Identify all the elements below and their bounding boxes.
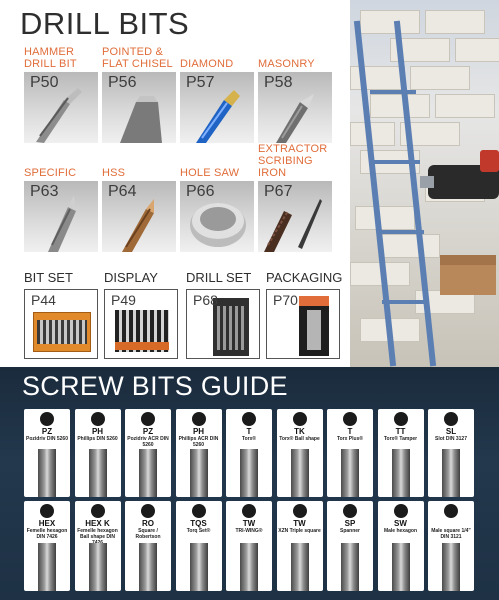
bit-profile-icon (444, 412, 458, 426)
bit-code: HEX K (85, 519, 110, 528)
bit-tip-image (442, 543, 460, 591)
set-bit-set[interactable] (24, 270, 98, 359)
set-page: P49 (111, 292, 136, 308)
screw-bit-card[interactable] (176, 501, 222, 591)
screw-bit-card[interactable] (428, 501, 474, 591)
bit-tip-image (38, 449, 56, 497)
category-page: P50 (30, 74, 59, 91)
extractor-image (258, 181, 332, 252)
bit-description: Pozidriv ACR DIN 5260 (127, 436, 169, 448)
bit-description: Pozidriv DIN 5260 (26, 436, 68, 442)
category-hss[interactable] (102, 155, 176, 252)
bit-tip-image (89, 543, 107, 591)
screw-bit-card[interactable] (125, 409, 171, 497)
drill-bits-title: DRILL BITS (20, 6, 190, 41)
bit-description: Square / Robertson (135, 528, 161, 540)
category-page: P58 (264, 74, 293, 91)
category-label: HOLE SAW (180, 167, 240, 179)
bit-tip-image (291, 449, 309, 497)
bit-profile-icon (293, 412, 307, 426)
bit-code: PH (192, 427, 205, 436)
chisel-image (102, 72, 176, 143)
bit-profile-icon (91, 504, 105, 518)
bit-profile-icon (394, 504, 408, 518)
bit-description: Male square 1/4" DIN 3121 (431, 528, 471, 540)
bit-code: SL (445, 427, 457, 436)
bit-description: Torq Set® (186, 528, 211, 534)
bit-code: HEX (38, 519, 56, 528)
screw-bits-title: SCREW BITS GUIDE (22, 371, 288, 401)
category-page: P63 (30, 183, 59, 200)
hammer-drill-bit-image (24, 72, 98, 143)
specific-bit-image (24, 181, 98, 252)
bit-description: Slot DIN 3127 (435, 436, 467, 442)
packaging-image (266, 289, 340, 359)
construction-photo (350, 0, 499, 367)
bit-code: T (246, 427, 252, 436)
category-label: POINTED & FLAT CHISEL (102, 46, 173, 70)
bit-description: Spanner (339, 528, 360, 534)
set-label: PACKAGING (266, 270, 343, 285)
bit-tip-image (291, 543, 309, 591)
screw-bit-card[interactable] (125, 501, 171, 591)
screw-bit-card[interactable] (226, 409, 272, 497)
bit-description: XZN Triple square (278, 528, 321, 534)
bit-code: SP (344, 519, 356, 528)
bit-tip-image (190, 449, 208, 497)
bit-code: TW (293, 519, 306, 528)
bit-tip-image (190, 543, 208, 591)
screw-bit-card[interactable] (226, 501, 272, 591)
set-page: P44 (31, 292, 56, 308)
screw-bit-card[interactable] (75, 501, 121, 591)
hole-saw-image (180, 181, 254, 252)
display-image (104, 289, 178, 359)
screw-bit-card[interactable] (378, 409, 424, 497)
screw-bit-card[interactable] (24, 409, 70, 497)
bit-profile-icon (40, 412, 54, 426)
bit-description: TRI-WING® (235, 528, 263, 534)
bit-description: Torx® (241, 436, 257, 442)
bit-code: PH (91, 427, 104, 436)
category-extractor-scribing-iron[interactable] (258, 143, 332, 252)
category-label: HAMMER DRILL BIT (24, 46, 77, 70)
screw-bit-card[interactable] (24, 501, 70, 591)
category-hammer-drill-bit[interactable] (24, 46, 98, 143)
bit-description: Male hexagon (383, 528, 418, 534)
bit-description: Torx® Ball shape (279, 436, 320, 442)
set-label: DISPLAY (104, 270, 158, 285)
screw-bit-card[interactable] (277, 501, 323, 591)
category-specific[interactable] (24, 155, 98, 252)
category-label: DIAMOND (180, 58, 234, 70)
bit-profile-icon (242, 412, 256, 426)
set-label: BIT SET (24, 270, 73, 285)
bit-tip-image (442, 449, 460, 497)
set-page: P70 (273, 292, 298, 308)
set-packaging[interactable] (266, 270, 343, 359)
bit-tip-image (341, 449, 359, 497)
screw-bit-card[interactable] (428, 409, 474, 497)
bit-tip-image (38, 543, 56, 591)
bit-description: Torx® Tamper (383, 436, 418, 442)
bit-description: Phillips DIN 5260 (77, 436, 118, 442)
screw-bits-section (0, 367, 499, 600)
category-diamond[interactable] (180, 46, 254, 143)
bit-profile-icon (40, 504, 54, 518)
bit-code: PZ (41, 427, 53, 436)
category-label: HSS (102, 167, 126, 179)
masonry-bit-image (258, 72, 332, 143)
bit-description: Torx Plus® (336, 436, 364, 442)
bit-tip-image (139, 449, 157, 497)
bit-tip-image (240, 543, 258, 591)
bit-code: PZ (142, 427, 154, 436)
bit-tip-image (392, 543, 410, 591)
category-hole-saw[interactable] (180, 155, 254, 252)
set-label: DRILL SET (186, 270, 252, 285)
bit-tip-image (139, 543, 157, 591)
bit-code: SW (394, 519, 407, 528)
bit-set-image (24, 289, 98, 359)
category-label: SPECIFIC (24, 167, 77, 179)
bit-description: Femelle hexagon Ball shape DIN (77, 528, 118, 540)
set-display[interactable] (104, 270, 178, 359)
bit-profile-icon (141, 412, 155, 426)
screw-bit-card[interactable] (75, 409, 121, 497)
bit-profile-icon (91, 412, 105, 426)
bit-tip-image (392, 449, 410, 497)
hss-bit-image (102, 181, 176, 252)
bit-tip-image (341, 543, 359, 591)
bit-profile-icon (192, 412, 206, 426)
category-page: P64 (108, 183, 137, 200)
bit-tip-image (89, 449, 107, 497)
screw-bit-card[interactable] (327, 501, 373, 591)
category-masonry[interactable] (258, 46, 332, 143)
set-page: P68 (193, 292, 218, 308)
category-page: P56 (108, 74, 137, 91)
bit-code: RO (142, 519, 154, 528)
bit-code: TQS (190, 519, 207, 528)
bit-profile-icon (141, 504, 155, 518)
bit-description: Femelle hexagon DIN 7426 (26, 528, 68, 540)
bit-profile-icon (394, 412, 408, 426)
diamond-bit-image (180, 72, 254, 143)
screw-bit-card[interactable] (327, 409, 373, 497)
bit-code: T (347, 427, 353, 436)
category-page: P66 (186, 183, 215, 200)
category-pointed-flat-chisel[interactable] (102, 46, 176, 143)
bit-profile-icon (444, 504, 458, 518)
bit-profile-icon (242, 504, 256, 518)
drill-set-image (186, 289, 260, 359)
bit-profile-icon (343, 504, 357, 518)
bit-tip-image (240, 449, 258, 497)
bit-profile-icon (293, 504, 307, 518)
bit-code: TT (395, 427, 406, 436)
bit-profile-icon (343, 412, 357, 426)
category-label: EXTRACTOR SCRIBING IRON (258, 143, 328, 179)
screw-bit-card[interactable] (176, 409, 222, 497)
screw-bit-card[interactable] (378, 501, 424, 591)
bit-code: TW (242, 519, 256, 528)
bit-profile-icon (192, 504, 206, 518)
set-drill-set[interactable] (186, 270, 260, 359)
bit-description: Phillips ACR DIN 5260 (178, 436, 219, 448)
bit-code: TK (294, 427, 305, 436)
category-page: P67 (264, 183, 293, 200)
category-page: P57 (186, 74, 215, 91)
screw-bit-card[interactable] (277, 409, 323, 497)
category-label: MASONRY (258, 58, 315, 70)
